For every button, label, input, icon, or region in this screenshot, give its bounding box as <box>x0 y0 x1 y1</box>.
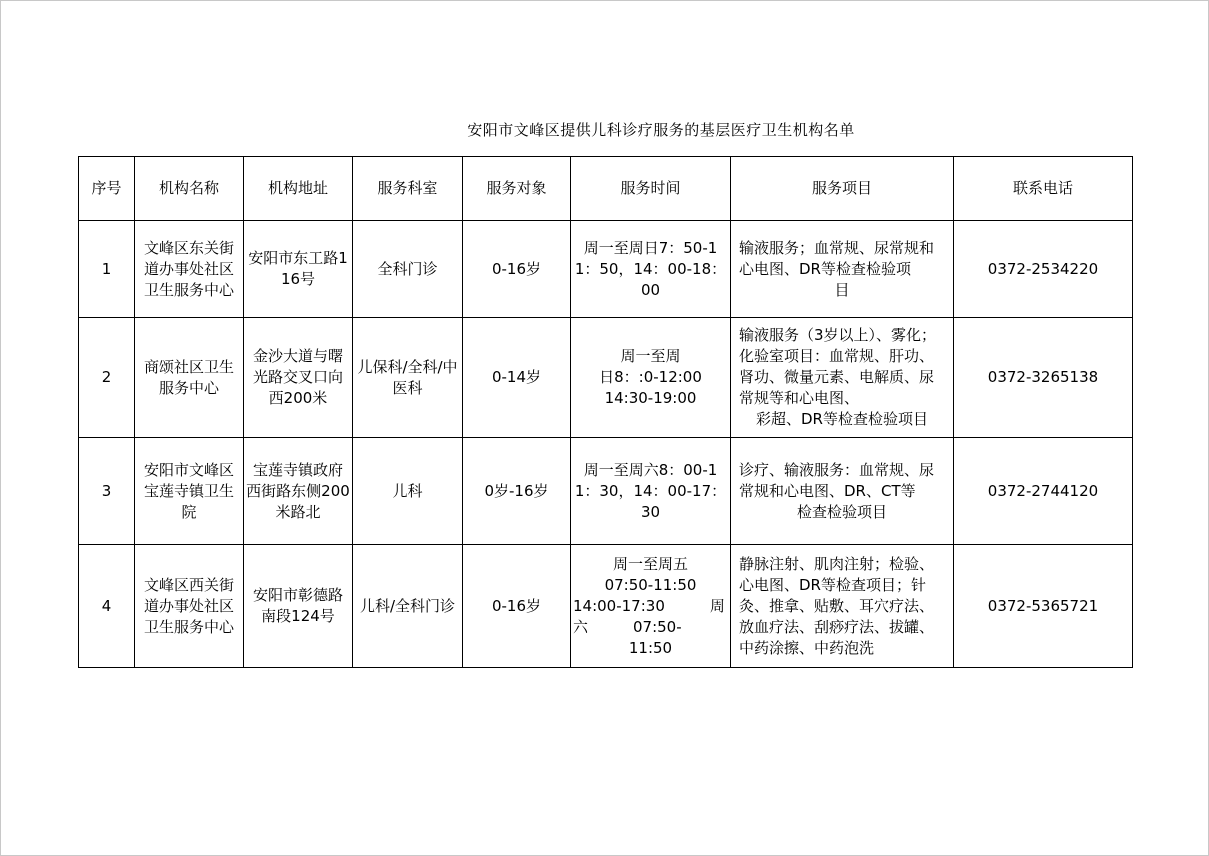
row-phone: 0372-2534220 <box>954 221 1133 318</box>
row-services-text: 诊疗、输液服务：血常规、尿常规和心电图、DR、CT等 <box>739 460 935 500</box>
header-target: 服务对象 <box>463 157 571 221</box>
institution-table <box>78 156 1133 668</box>
row-index: 4 <box>79 545 135 668</box>
header-phone: 联系电话 <box>954 157 1133 221</box>
row-services <box>731 438 954 545</box>
row-hours-line: 六 07:50- <box>573 617 682 636</box>
row-index: 2 <box>79 318 135 438</box>
row-address: 宝莲寺镇政府西街路东侧200米路北 <box>244 438 353 545</box>
row-services-text: 输液服务（3岁以上）、雾化；化验室项目：血常规、肝功、肾功、微量元素、电解质、尿常规等和心电图、 <box>739 326 937 407</box>
row-name: 商颂社区卫生服务中心 <box>135 318 244 438</box>
row-hours <box>571 545 731 668</box>
header-department: 服务科室 <box>353 157 463 221</box>
document-title: 安阳市文峰区提供儿科诊疗服务的基层医疗卫生机构名单 <box>467 121 855 139</box>
row-services <box>731 221 954 318</box>
row-target: 0岁-16岁 <box>463 438 571 545</box>
table-row <box>79 318 1133 438</box>
row-services-text: 输液服务；血常规、尿常规和心电图、DR等检查检验项 <box>739 238 935 278</box>
header-index: 序号 <box>79 157 135 221</box>
row-target: 0-16岁 <box>463 221 571 318</box>
row-hours-line: 日8：:0-12:00 <box>599 368 702 386</box>
row-department: 儿科/全科门诊 <box>353 545 463 668</box>
table-row <box>79 221 1133 318</box>
row-name: 安阳市文峰区宝莲寺镇卫生院 <box>135 438 244 545</box>
table-header-row <box>79 157 1133 221</box>
row-address: 金沙大道与曙光路交叉口向西200米 <box>244 318 353 438</box>
header-name: 机构名称 <box>135 157 244 221</box>
row-target: 0-16岁 <box>463 545 571 668</box>
header-address: 机构地址 <box>244 157 353 221</box>
row-department: 全科门诊 <box>353 221 463 318</box>
row-services-tail: 目 <box>834 280 850 299</box>
row-index: 1 <box>79 221 135 318</box>
row-hours-line: 周一至周五 <box>612 554 688 573</box>
row-services <box>731 545 954 668</box>
row-name: 文峰区东关街道办事处社区卫生服务中心 <box>135 221 244 318</box>
row-name: 文峰区西关街道办事处社区卫生服务中心 <box>135 545 244 668</box>
row-services-tail: 彩超、DR等检查检验项目 <box>756 410 928 428</box>
row-hours: 周一至周日7：50-11：50，14：00-18：00 <box>571 221 731 318</box>
table-row <box>79 545 1133 668</box>
row-hours-line: 07:50-11:50 <box>604 575 697 594</box>
row-index: 3 <box>79 438 135 545</box>
row-target: 0-14岁 <box>463 318 571 438</box>
row-address: 安阳市东工路116号 <box>244 221 353 318</box>
row-services <box>731 318 954 438</box>
row-phone: 0372-2744120 <box>954 438 1133 545</box>
row-hours-line: 14:30-19:00 <box>604 389 697 407</box>
row-services-tail: 检查检验项目 <box>796 502 887 521</box>
row-hours <box>571 318 731 438</box>
row-hours-line: 14:00-17:30 周 <box>573 596 725 615</box>
row-hours-line: 11:50 <box>628 638 673 657</box>
row-hours: 周一至周六8：00-11：30，14：00-17：30 <box>571 438 731 545</box>
table-row <box>79 438 1133 545</box>
header-hours: 服务时间 <box>571 157 731 221</box>
row-department: 儿科 <box>353 438 463 545</box>
row-phone: 0372-5365721 <box>954 545 1133 668</box>
row-department: 儿保科/全科/中医科 <box>353 318 463 438</box>
header-services: 服务项目 <box>731 157 954 221</box>
row-services-text: 静脉注射、肌肉注射；检验、心电图、DR等检查项目；针灸、推拿、贴敷、耳穴疗法、放血疗法、刮痧疗法、拔罐、中药涂擦、中药泡洗 <box>739 554 935 657</box>
row-phone: 0372-3265138 <box>954 318 1133 438</box>
row-hours-line: 周一至周 <box>620 347 681 365</box>
row-address: 安阳市彰德路南段124号 <box>244 545 353 668</box>
